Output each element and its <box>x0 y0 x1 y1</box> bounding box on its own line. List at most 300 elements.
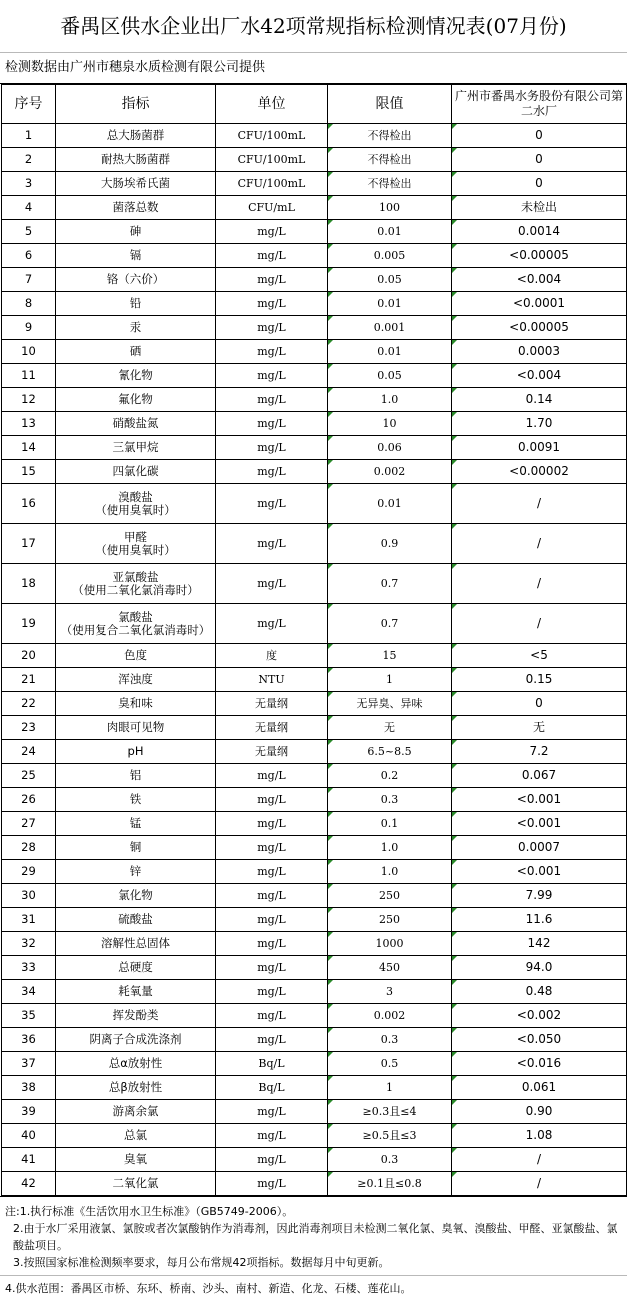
row-indicator <box>56 196 216 220</box>
indicator-name: 三氯甲烷 <box>112 440 159 454</box>
indicator-name: 耗氧量 <box>118 984 153 998</box>
row-limit: 0.7 <box>328 564 452 604</box>
row-limit: 3 <box>328 980 452 1004</box>
row-value: 94.0 <box>452 956 627 980</box>
row-indicator <box>56 692 216 716</box>
data-source-line: 检测数据由广州市穗泉水质检测有限公司提供 <box>0 53 627 84</box>
row-value: <0.00002 <box>452 460 627 484</box>
row-limit: 0.7 <box>328 604 452 644</box>
row-value: 0.0003 <box>452 340 627 364</box>
row-value: 11.6 <box>452 908 627 932</box>
indicator-name: 镉 <box>129 248 142 262</box>
table-row <box>2 764 627 788</box>
row-unit: mg/L <box>216 268 328 292</box>
row-index: 9 <box>2 316 56 340</box>
table-header-row <box>2 85 627 124</box>
row-limit: 250 <box>328 908 452 932</box>
row-unit: mg/L <box>216 980 328 1004</box>
row-limit: 0.2 <box>328 764 452 788</box>
row-index: 24 <box>2 740 56 764</box>
row-indicator <box>56 884 216 908</box>
row-unit: mg/L <box>216 884 328 908</box>
row-indicator <box>56 172 216 196</box>
row-index: 29 <box>2 860 56 884</box>
row-value: <0.00005 <box>452 316 627 340</box>
row-index: 34 <box>2 980 56 1004</box>
row-value: <0.002 <box>452 1004 627 1028</box>
table-body <box>2 124 627 1196</box>
row-unit: mg/L <box>216 908 328 932</box>
indicator-name: 总α放射性 <box>108 1056 163 1070</box>
row-value: / <box>452 484 627 524</box>
row-limit: 0.002 <box>328 460 452 484</box>
header-indicator: 指标 <box>56 85 216 124</box>
row-index: 4 <box>2 196 56 220</box>
row-index: 6 <box>2 244 56 268</box>
table-row <box>2 788 627 812</box>
row-value: 0.061 <box>452 1076 627 1100</box>
row-index: 21 <box>2 668 56 692</box>
row-indicator <box>56 268 216 292</box>
table-row <box>2 220 627 244</box>
indicator-name: 铜 <box>129 840 142 854</box>
row-value: 1.70 <box>452 412 627 436</box>
row-index: 26 <box>2 788 56 812</box>
row-limit: 450 <box>328 956 452 980</box>
indicator-table <box>1 84 627 1196</box>
indicator-name: 亚氯酸盐 <box>112 569 159 584</box>
row-limit: 不得检出 <box>328 124 452 148</box>
row-unit: mg/L <box>216 220 328 244</box>
indicator-name: 色度 <box>124 648 147 662</box>
table-row <box>2 1052 627 1076</box>
row-indicator <box>56 956 216 980</box>
row-value: 0 <box>452 148 627 172</box>
indicator-name: 锌 <box>129 864 142 878</box>
table-row <box>2 668 627 692</box>
row-limit: 0.9 <box>328 524 452 564</box>
row-indicator <box>56 148 216 172</box>
indicator-name: 铬（六价） <box>106 272 165 286</box>
table-row <box>2 956 627 980</box>
row-value: / <box>452 604 627 644</box>
row-unit: CFU/mL <box>216 196 328 220</box>
supply-range: 4.供水范围：番禺区市桥、东环、桥南、沙头、南村、新造、化龙、石楼、莲花山。 <box>5 1282 412 1295</box>
row-value: 0 <box>452 692 627 716</box>
header-index: 序号 <box>2 85 56 124</box>
indicator-name: 挥发酚类 <box>112 1008 159 1022</box>
row-unit: Bq/L <box>216 1076 328 1100</box>
indicator-name: 汞 <box>129 320 142 334</box>
row-index: 15 <box>2 460 56 484</box>
row-index: 13 <box>2 412 56 436</box>
indicator-name: 阴离子合成洗涤剂 <box>89 1032 182 1046</box>
table-row <box>2 1172 627 1196</box>
row-index: 40 <box>2 1124 56 1148</box>
indicator-name: 四氯化碳 <box>112 464 159 478</box>
table-row <box>2 292 627 316</box>
row-unit: mg/L <box>216 932 328 956</box>
table-row <box>2 644 627 668</box>
row-indicator <box>56 644 216 668</box>
table-row <box>2 604 627 644</box>
indicator-name: 菌落总数 <box>112 200 159 214</box>
row-index: 30 <box>2 884 56 908</box>
row-value: 0.48 <box>452 980 627 1004</box>
row-unit: mg/L <box>216 860 328 884</box>
row-unit: CFU/100mL <box>216 172 328 196</box>
note-2: 2.由于水厂采用液氯、氯胺或者次氯酸钠作为消毒剂，因此消毒剂项目未检测二氧化氯、臭氧、溴酸盐、甲醛、亚氯酸盐、氯酸盐项目。 <box>13 1222 618 1252</box>
row-unit: 无量纲 <box>216 692 328 716</box>
indicator-name: 甲醛 <box>124 529 147 544</box>
row-index: 8 <box>2 292 56 316</box>
row-index: 7 <box>2 268 56 292</box>
row-indicator <box>56 1004 216 1028</box>
row-value: 0.14 <box>452 388 627 412</box>
indicator-name: 硝酸盐氮 <box>112 416 159 430</box>
row-unit: mg/L <box>216 1028 328 1052</box>
row-limit: 不得检出 <box>328 148 452 172</box>
row-unit: mg/L <box>216 524 328 564</box>
row-value: 7.2 <box>452 740 627 764</box>
row-indicator <box>56 788 216 812</box>
indicator-condition: （使用二氧化氯消毒时） <box>72 582 199 597</box>
row-unit: mg/L <box>216 292 328 316</box>
indicator-name: 肉眼可见物 <box>106 720 165 734</box>
row-index: 10 <box>2 340 56 364</box>
row-limit: 1.0 <box>328 860 452 884</box>
row-value: / <box>452 564 627 604</box>
row-value: <5 <box>452 644 627 668</box>
row-index: 25 <box>2 764 56 788</box>
row-indicator <box>56 564 216 604</box>
row-limit: 250 <box>328 884 452 908</box>
indicator-name: 铅 <box>129 296 142 310</box>
row-index: 37 <box>2 1052 56 1076</box>
row-value: 0.0014 <box>452 220 627 244</box>
header-unit: 单位 <box>216 85 328 124</box>
row-limit: 0.002 <box>328 1004 452 1028</box>
indicator-name: 二氧化氯 <box>112 1176 159 1190</box>
row-index: 35 <box>2 1004 56 1028</box>
table-row <box>2 884 627 908</box>
row-index: 27 <box>2 812 56 836</box>
row-indicator <box>56 412 216 436</box>
row-unit: mg/L <box>216 412 328 436</box>
row-indicator <box>56 1172 216 1196</box>
row-limit: 1.0 <box>328 388 452 412</box>
row-unit: mg/L <box>216 1124 328 1148</box>
table-row <box>2 436 627 460</box>
row-index: 5 <box>2 220 56 244</box>
row-limit: ≥0.1且≤0.8 <box>328 1172 452 1196</box>
row-indicator <box>56 932 216 956</box>
row-limit: 0.06 <box>328 436 452 460</box>
row-limit: ≥0.3且≤4 <box>328 1100 452 1124</box>
row-limit: 0.3 <box>328 1028 452 1052</box>
row-indicator <box>56 1124 216 1148</box>
row-unit: 无量纲 <box>216 740 328 764</box>
row-indicator <box>56 220 216 244</box>
row-indicator <box>56 436 216 460</box>
row-value: 0.90 <box>452 1100 627 1124</box>
row-limit: 1000 <box>328 932 452 956</box>
row-unit: mg/L <box>216 388 328 412</box>
row-unit: mg/L <box>216 764 328 788</box>
table-row <box>2 812 627 836</box>
table-row <box>2 124 627 148</box>
row-index: 16 <box>2 484 56 524</box>
header-plant: 广州市番禺水务股份有限公司第二水厂 <box>452 85 627 124</box>
row-indicator <box>56 860 216 884</box>
table-row <box>2 1124 627 1148</box>
row-indicator <box>56 812 216 836</box>
indicator-name: 锰 <box>129 816 142 830</box>
row-indicator <box>56 1148 216 1172</box>
row-index: 33 <box>2 956 56 980</box>
row-limit: 无 <box>328 716 452 740</box>
table-row <box>2 1028 627 1052</box>
row-limit: 6.5~8.5 <box>328 740 452 764</box>
row-value: 0.15 <box>452 668 627 692</box>
row-limit: 0.1 <box>328 812 452 836</box>
row-indicator <box>56 364 216 388</box>
row-indicator <box>56 124 216 148</box>
row-unit: mg/L <box>216 812 328 836</box>
row-unit: NTU <box>216 668 328 692</box>
table-row <box>2 412 627 436</box>
row-limit: 0.001 <box>328 316 452 340</box>
row-limit: 无异臭、异味 <box>328 692 452 716</box>
indicator-name: 氟化物 <box>118 392 153 406</box>
row-indicator <box>56 524 216 564</box>
indicator-name: 氰化物 <box>118 368 153 382</box>
indicator-condition: （使用复合二氧化氯消毒时） <box>60 622 211 637</box>
row-value: 0 <box>452 172 627 196</box>
indicator-name: 浑浊度 <box>118 672 153 686</box>
row-limit: 15 <box>328 644 452 668</box>
row-limit: 0.5 <box>328 1052 452 1076</box>
row-unit: mg/L <box>216 460 328 484</box>
row-limit: 0.05 <box>328 364 452 388</box>
table-row <box>2 860 627 884</box>
table-row <box>2 364 627 388</box>
row-indicator <box>56 836 216 860</box>
row-unit: mg/L <box>216 836 328 860</box>
table-row <box>2 836 627 860</box>
table-row <box>2 524 627 564</box>
indicator-name: 氯酸盐 <box>118 609 153 624</box>
indicator-name: 游离余氯 <box>112 1104 159 1118</box>
row-unit: mg/L <box>216 1100 328 1124</box>
row-indicator <box>56 1052 216 1076</box>
indicator-condition: （使用臭氧时） <box>95 502 176 517</box>
row-index: 20 <box>2 644 56 668</box>
row-index: 28 <box>2 836 56 860</box>
indicator-name: 铝 <box>129 768 142 782</box>
indicator-name: 铁 <box>129 792 142 806</box>
table-row <box>2 172 627 196</box>
row-value: 未检出 <box>452 196 627 220</box>
row-value: / <box>452 1172 627 1196</box>
row-value: <0.004 <box>452 268 627 292</box>
table-row <box>2 316 627 340</box>
row-unit: mg/L <box>216 1148 328 1172</box>
row-indicator <box>56 460 216 484</box>
row-indicator <box>56 340 216 364</box>
table-row <box>2 740 627 764</box>
row-limit: 0.05 <box>328 268 452 292</box>
row-index: 18 <box>2 564 56 604</box>
row-value: <0.001 <box>452 812 627 836</box>
row-indicator <box>56 604 216 644</box>
row-indicator <box>56 716 216 740</box>
row-indicator <box>56 316 216 340</box>
table-row <box>2 1100 627 1124</box>
row-index: 31 <box>2 908 56 932</box>
row-unit: mg/L <box>216 1004 328 1028</box>
row-index: 23 <box>2 716 56 740</box>
indicator-name: 总大肠菌群 <box>106 128 165 142</box>
row-value: 0.0091 <box>452 436 627 460</box>
row-value: 0.0007 <box>452 836 627 860</box>
table-row <box>2 268 627 292</box>
row-indicator <box>56 740 216 764</box>
row-limit: 0.01 <box>328 220 452 244</box>
row-index: 1 <box>2 124 56 148</box>
row-value: <0.050 <box>452 1028 627 1052</box>
table-row <box>2 692 627 716</box>
row-indicator <box>56 980 216 1004</box>
row-index: 36 <box>2 1028 56 1052</box>
row-index: 12 <box>2 388 56 412</box>
row-unit: CFU/100mL <box>216 124 328 148</box>
row-value: <0.0001 <box>452 292 627 316</box>
indicator-name: 耐热大肠菌群 <box>101 152 170 166</box>
row-value: 0.067 <box>452 764 627 788</box>
row-index: 3 <box>2 172 56 196</box>
row-limit: 1 <box>328 1076 452 1100</box>
row-index: 42 <box>2 1172 56 1196</box>
row-indicator <box>56 908 216 932</box>
indicator-name: pH <box>127 744 144 758</box>
row-unit: mg/L <box>216 244 328 268</box>
note-1: 注:1.执行标准《生活饮用水卫生标准》（GB5749-2006）。 <box>5 1205 294 1218</box>
row-value: / <box>452 1148 627 1172</box>
row-value: <0.016 <box>452 1052 627 1076</box>
indicator-name: 臭氧 <box>124 1152 147 1166</box>
table-row <box>2 1076 627 1100</box>
notes-section <box>0 1196 627 1276</box>
row-value: 142 <box>452 932 627 956</box>
row-index: 17 <box>2 524 56 564</box>
table-row <box>2 932 627 956</box>
row-index: 41 <box>2 1148 56 1172</box>
row-value: <0.001 <box>452 788 627 812</box>
indicator-name: 总β放射性 <box>108 1080 163 1094</box>
row-limit: 0.01 <box>328 484 452 524</box>
row-index: 32 <box>2 932 56 956</box>
table-row <box>2 148 627 172</box>
indicator-name: 总氯 <box>124 1128 147 1142</box>
row-limit: 0.3 <box>328 1148 452 1172</box>
table-row <box>2 196 627 220</box>
row-index: 2 <box>2 148 56 172</box>
row-unit: mg/L <box>216 436 328 460</box>
row-indicator <box>56 1100 216 1124</box>
row-unit: mg/L <box>216 956 328 980</box>
row-indicator <box>56 292 216 316</box>
row-limit: 10 <box>328 412 452 436</box>
row-limit: 0.005 <box>328 244 452 268</box>
indicator-name: 大肠埃希氏菌 <box>101 176 170 190</box>
row-indicator <box>56 484 216 524</box>
row-unit: mg/L <box>216 1172 328 1196</box>
row-limit: 不得检出 <box>328 172 452 196</box>
row-unit: mg/L <box>216 316 328 340</box>
row-index: 38 <box>2 1076 56 1100</box>
row-index: 19 <box>2 604 56 644</box>
row-value: <0.001 <box>452 860 627 884</box>
table-row <box>2 716 627 740</box>
row-unit: mg/L <box>216 788 328 812</box>
row-index: 39 <box>2 1100 56 1124</box>
row-indicator <box>56 668 216 692</box>
table-row <box>2 244 627 268</box>
indicator-name: 硫酸盐 <box>118 912 153 926</box>
table-row <box>2 1148 627 1172</box>
row-value: 7.99 <box>452 884 627 908</box>
table-row <box>2 460 627 484</box>
row-unit: mg/L <box>216 364 328 388</box>
row-value: <0.00005 <box>452 244 627 268</box>
row-index: 14 <box>2 436 56 460</box>
table-row <box>2 908 627 932</box>
row-indicator <box>56 388 216 412</box>
row-unit: 度 <box>216 644 328 668</box>
row-unit: 无量纲 <box>216 716 328 740</box>
row-value: 0 <box>452 124 627 148</box>
row-limit: 0.01 <box>328 292 452 316</box>
row-value: 1.08 <box>452 1124 627 1148</box>
row-index: 22 <box>2 692 56 716</box>
indicator-name: 砷 <box>129 224 142 238</box>
header-limit: 限值 <box>328 85 452 124</box>
report-title: 番禺区供水企业出厂水42项常规指标检测情况表(07月份) <box>0 0 627 53</box>
row-unit: mg/L <box>216 340 328 364</box>
row-value: <0.004 <box>452 364 627 388</box>
indicator-name: 溶解性总固体 <box>101 936 170 950</box>
row-value: / <box>452 524 627 564</box>
row-limit: 100 <box>328 196 452 220</box>
row-limit: ≥0.5且≤3 <box>328 1124 452 1148</box>
table-row <box>2 484 627 524</box>
row-limit: 0.3 <box>328 788 452 812</box>
row-unit: mg/L <box>216 564 328 604</box>
row-unit: Bq/L <box>216 1052 328 1076</box>
indicator-name: 溴酸盐 <box>118 489 153 504</box>
row-indicator <box>56 764 216 788</box>
table-row <box>2 564 627 604</box>
table-row <box>2 388 627 412</box>
row-value: 无 <box>452 716 627 740</box>
row-limit: 0.01 <box>328 340 452 364</box>
table-row <box>2 980 627 1004</box>
table-row <box>2 340 627 364</box>
row-unit: CFU/100mL <box>216 148 328 172</box>
row-limit: 1 <box>328 668 452 692</box>
row-indicator <box>56 1028 216 1052</box>
